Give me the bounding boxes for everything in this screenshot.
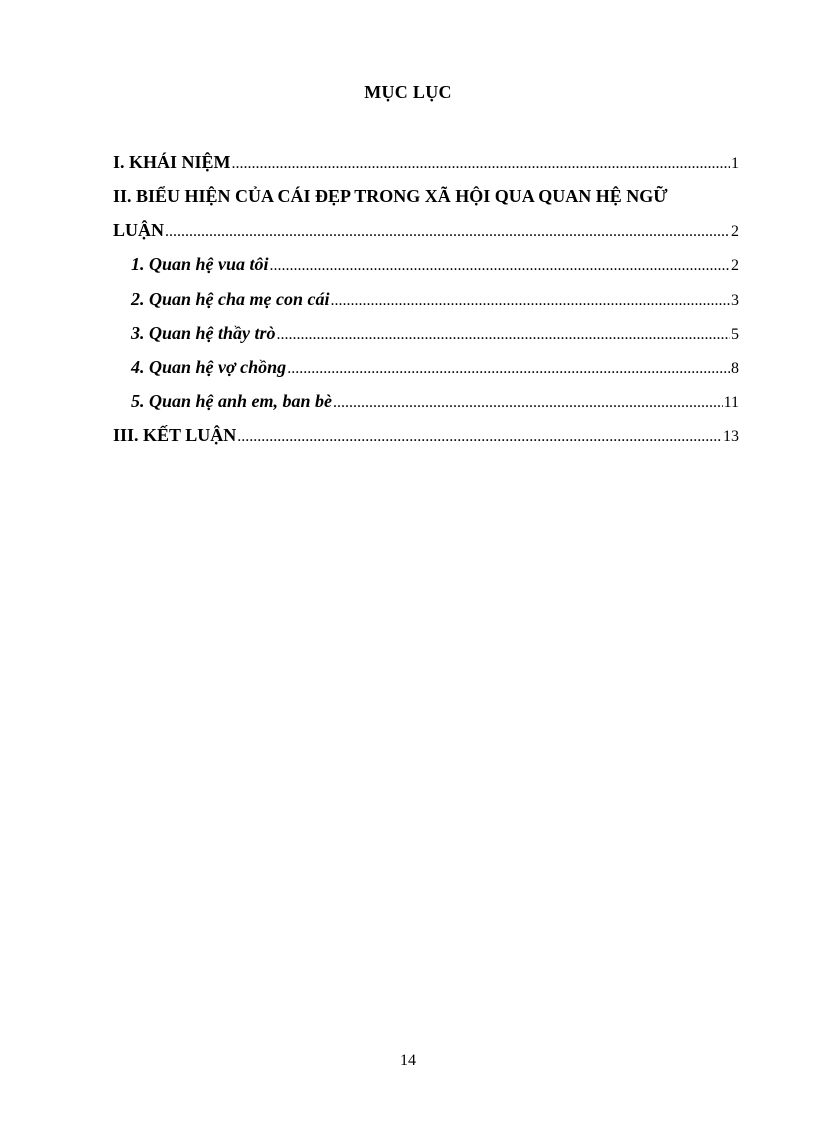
dot-leader <box>270 255 730 277</box>
dot-leader <box>287 358 730 380</box>
toc-entry-label: III. KẾT LUẬN <box>113 425 237 445</box>
toc-entry-vo-chong[interactable] <box>131 356 739 380</box>
toc-entry-label: 5. Quan hệ anh em, ban bè <box>131 391 333 411</box>
page-number: 14 <box>400 1052 416 1069</box>
dot-leader <box>232 153 730 175</box>
toc-entry-page: 8 <box>731 360 739 377</box>
toc-entry-page: 2 <box>731 223 739 240</box>
toc-entry-page: 13 <box>723 428 739 445</box>
toc-entry-bieu-hien[interactable] <box>113 219 739 243</box>
toc-entry-page: 5 <box>731 326 739 343</box>
dot-leader <box>237 426 722 448</box>
toc-entry-label: I. KHÁI NIỆM <box>113 152 231 172</box>
toc-entry-thay-tro[interactable] <box>131 322 739 346</box>
dot-leader <box>333 392 723 414</box>
toc-entry-vua-toi[interactable] <box>131 253 739 277</box>
toc-entry-bieu-hien-line1[interactable]: II. BIỂU HIỆN CỦA CÁI ĐẸP TRONG XÃ HỘI QUA QUAN HỆ NGỮ <box>113 186 668 206</box>
toc-entry-anh-em-ban-be[interactable] <box>131 390 739 414</box>
toc-entry-page: 1 <box>731 155 739 172</box>
toc-entry-page: 2 <box>731 257 739 274</box>
toc-entry-label: 4. Quan hệ vợ chồng <box>131 357 287 377</box>
toc-entry-label: LUẬN <box>113 220 165 240</box>
toc-title: MỤC LỤC <box>364 82 452 102</box>
toc-entry-label: 3. Quan hệ thầy trò <box>131 323 276 343</box>
toc-entry-label: 2. Quan hệ cha mẹ con cái <box>131 289 330 309</box>
toc-entry-label: 1. Quan hệ vua tôi <box>131 254 269 274</box>
toc-entry-cha-me-con-cai[interactable] <box>131 288 739 312</box>
toc-entry-page: 11 <box>723 394 739 411</box>
dot-leader <box>165 221 730 243</box>
dot-leader <box>331 290 730 312</box>
toc-entry-khai-niem[interactable] <box>113 151 739 175</box>
toc-entry-ket-luan[interactable] <box>113 424 739 448</box>
toc-entry-page: 3 <box>731 292 739 309</box>
dot-leader <box>277 324 730 346</box>
